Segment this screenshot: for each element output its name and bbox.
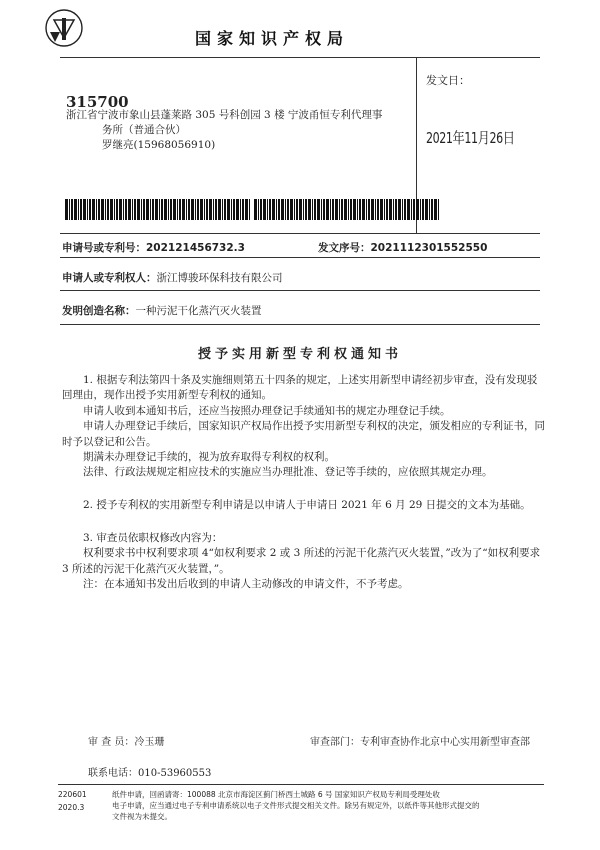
barcode-bar xyxy=(362,199,365,220)
office-name: 国家知识产权局 xyxy=(195,29,350,48)
barcode-bar xyxy=(119,199,122,220)
application-number-label: 申请号或专利号： xyxy=(62,242,146,254)
barcode-bar xyxy=(308,199,311,220)
barcode-bar xyxy=(434,199,437,220)
barcode-bar xyxy=(125,199,127,220)
barcode-bar xyxy=(197,199,199,220)
barcode-bar xyxy=(200,199,203,220)
barcode-bar xyxy=(312,199,313,220)
barcode-bar xyxy=(128,199,131,220)
invention-title-row xyxy=(62,303,262,318)
barcode-bar xyxy=(204,199,205,220)
applicant-row xyxy=(62,270,283,285)
barcode-bar xyxy=(348,199,349,220)
addressee-address xyxy=(66,108,406,153)
barcode-bar xyxy=(380,199,383,220)
cnipa-logo-icon xyxy=(44,8,84,48)
notice-text: 申请人办理登记手续后，国家知识产权局作出授予实用新型专利权的决定，颁发相应的专利证书，同时予以登记和公告。 xyxy=(62,420,545,448)
barcode-bar xyxy=(438,199,439,220)
barcode-bar xyxy=(186,199,187,220)
barcode-bar xyxy=(168,199,169,220)
barcode-bar xyxy=(245,199,248,220)
field-rule xyxy=(60,324,540,325)
barcode-bar xyxy=(393,199,394,220)
footer-rule xyxy=(58,784,544,785)
barcode-bar xyxy=(249,199,250,220)
barcode-bar xyxy=(215,199,217,220)
examiner-row xyxy=(88,733,164,748)
barcode-bar xyxy=(276,199,277,220)
examiner-name: 冷玉珊 xyxy=(134,737,165,748)
barcode-bar xyxy=(98,199,100,220)
barcode-bar xyxy=(65,199,68,220)
department-name: 专利审查协作北京中心实用新型审查部 xyxy=(360,737,530,748)
barcode-bar xyxy=(285,199,286,220)
barcode-bar xyxy=(326,199,329,220)
barcode-bar xyxy=(209,199,212,220)
barcode-bar xyxy=(384,199,385,220)
form-code: 220601 xyxy=(58,790,87,799)
barcode-bar xyxy=(254,199,257,220)
barcode-bar xyxy=(222,199,223,220)
barcode-bar xyxy=(159,199,160,220)
application-number-row xyxy=(62,240,245,255)
barcode-bar xyxy=(110,199,113,220)
footer-notes xyxy=(112,789,552,822)
barcode-bar xyxy=(395,199,397,220)
barcode-bar xyxy=(422,199,424,220)
barcode-bar xyxy=(170,199,172,220)
address-line: 罗继亮(15968056910) xyxy=(102,139,216,151)
barcode-bar xyxy=(78,199,79,220)
notice-paragraph-2 xyxy=(62,498,547,513)
barcode-bar xyxy=(330,199,331,220)
barcode-bar xyxy=(278,199,280,220)
barcode-bar xyxy=(101,199,104,220)
barcode-bar xyxy=(137,199,140,220)
barcode-bar xyxy=(332,199,334,220)
barcode-bar xyxy=(146,199,149,220)
barcode-bar xyxy=(389,199,392,220)
application-number: 202121456732.3 xyxy=(146,242,245,254)
notice-text: 注：在本通知书发出后收到的申请人主动修改的申请文件，不予考虑。 xyxy=(83,578,409,591)
barcode-bar xyxy=(96,199,97,220)
invention-title-label: 发明创造名称： xyxy=(62,305,136,317)
applicant-name: 浙江博骏环保科技有限公司 xyxy=(156,272,283,284)
barcode-bar xyxy=(74,199,77,220)
phone-label: 联系电话： xyxy=(88,768,138,779)
barcode-bar xyxy=(236,199,239,220)
notice-text: 申请人收到本通知书后，还应当按照办理登记手续通知书的规定办理登记手续。 xyxy=(83,404,451,417)
examiner-label: 审 查 员： xyxy=(88,737,135,748)
postal-code: 315700 xyxy=(66,93,129,111)
barcode-bar xyxy=(303,199,304,220)
barcode-bar xyxy=(416,199,419,220)
barcode-bar xyxy=(242,199,244,220)
footer-line: 电子申请，应当通过电子专利申请系统以电子文件形式提交相关文件。除另有规定外，以纸件等其他形式提交的 xyxy=(112,801,480,810)
barcode-right xyxy=(254,199,439,220)
barcode-bar xyxy=(404,199,406,220)
document-number-row xyxy=(318,240,487,255)
barcode-bar xyxy=(323,199,325,220)
department-label: 审查部门： xyxy=(310,737,360,748)
barcode-bar xyxy=(260,199,262,220)
notice-paragraph-3 xyxy=(62,531,547,593)
barcode-bar xyxy=(314,199,316,220)
barcode-bar xyxy=(152,199,154,220)
barcode-bar xyxy=(366,199,367,220)
barcode-bar xyxy=(299,199,302,220)
notice-text: 期满未办理登记手续的，视为放弃取得专利权的权利。 xyxy=(83,451,335,464)
barcode-bar xyxy=(87,199,88,220)
barcode-bar xyxy=(377,199,379,220)
barcode-bar xyxy=(240,199,241,220)
barcode-bar xyxy=(350,199,352,220)
barcode-bar xyxy=(179,199,181,220)
barcode-bar xyxy=(164,199,167,220)
dispatch-date-label: 发文日： xyxy=(426,74,470,87)
barcode-bar xyxy=(258,199,259,220)
notice-title: 授予实用新型专利权通知书 xyxy=(197,347,402,362)
notice-text: 法律、行政法规规定相应技术的实施应当办理批准、登记等手续的，应依照其规定办理。 xyxy=(83,466,493,479)
barcode-bar xyxy=(134,199,136,220)
header-rule xyxy=(60,57,540,58)
applicant-label: 申请人或专利权人： xyxy=(62,272,157,284)
phone-number: 010-53960553 xyxy=(138,768,212,779)
barcode-bar xyxy=(281,199,284,220)
barcode-bar xyxy=(357,199,358,220)
barcode-bar xyxy=(335,199,338,220)
barcode-bar xyxy=(123,199,124,220)
document-number-label: 发文序号： xyxy=(318,242,371,254)
dispatch-date: 2021年11月26日 xyxy=(426,129,515,147)
barcode-bar xyxy=(182,199,185,220)
footer-line: 纸件申请，回函请寄：100088 北京市海淀区蓟门桥西土城路 6 号 国家知识产权局专利局受理处收 xyxy=(112,790,440,799)
barcode-bar xyxy=(368,199,370,220)
department-row xyxy=(310,733,530,748)
barcode-bar xyxy=(263,199,266,220)
notice-text: 1. 根据专利法第四十条及实施细则第五十四条的规定，上述实用新型申请经初步审查，没有发现驳回理由，现作出授予实用新型专利权的通知。 xyxy=(62,374,538,402)
barcode-bar xyxy=(341,199,343,220)
barcode-bar xyxy=(321,199,322,220)
barcode-bar xyxy=(287,199,289,220)
barcode-bar xyxy=(272,199,275,220)
form-date: 2020.3 xyxy=(58,803,85,812)
notice-text: 权利要求书中权利要求项 4“如权利要求 2 或 3 所述的污泥干化蒸汽灭火装置，”改为了“如权利要求 3 所述的污泥干化蒸汽灭火装置，”。 xyxy=(62,547,541,575)
barcode-bar xyxy=(116,199,118,220)
barcode-bar xyxy=(224,199,226,220)
notice-text: 3. 审查员依职权修改内容为： xyxy=(83,532,223,544)
field-rule xyxy=(60,257,540,258)
barcode-bar xyxy=(114,199,115,220)
barcode-bar xyxy=(233,199,235,220)
barcode-bar xyxy=(107,199,109,220)
address-line: 务所（普通合伙） xyxy=(102,124,186,136)
barcode-bar xyxy=(296,199,298,220)
barcode-bar xyxy=(132,199,133,220)
barcode-bar xyxy=(305,199,307,220)
barcode-bar xyxy=(218,199,221,220)
barcode-bar xyxy=(407,199,410,220)
barcode-bar xyxy=(105,199,106,220)
barcode-bar xyxy=(317,199,320,220)
barcode-bar xyxy=(231,199,232,220)
barcode-bar xyxy=(425,199,428,220)
barcode-bar xyxy=(431,199,433,220)
barcode-bar xyxy=(80,199,82,220)
barcode-bar xyxy=(386,199,388,220)
barcode-bar xyxy=(213,199,214,220)
barcode-bar xyxy=(294,199,295,220)
barcode-bar xyxy=(402,199,403,220)
barcode-bar xyxy=(267,199,268,220)
barcode-left xyxy=(65,199,250,220)
barcode-bar xyxy=(191,199,194,220)
footer-line: 文件视为未提交。 xyxy=(112,812,172,821)
field-rule xyxy=(60,290,540,291)
barcode-bar xyxy=(161,199,163,220)
barcode-bar xyxy=(188,199,190,220)
barcode-bar xyxy=(227,199,230,220)
barcode-bar xyxy=(173,199,176,220)
invention-title: 一种污泥干化蒸汽灭火装置 xyxy=(135,305,262,317)
document-number: 2021112301552550 xyxy=(370,242,488,254)
phone-row xyxy=(88,764,211,779)
barcode-bar xyxy=(429,199,430,220)
addressee-bottom-rule xyxy=(60,233,540,234)
barcode-bar xyxy=(375,199,376,220)
barcode-bar xyxy=(69,199,70,220)
barcode-bar xyxy=(420,199,421,220)
barcode-bar xyxy=(141,199,142,220)
address-line: 浙江省宁波市象山县蓬莱路 305 号科创园 3 楼 宁波甬恒专利代理事 xyxy=(66,109,383,121)
barcode-bar xyxy=(83,199,86,220)
barcode-bar xyxy=(290,199,293,220)
barcode-bar xyxy=(398,199,401,220)
barcode-bar xyxy=(143,199,145,220)
barcode-bar xyxy=(150,199,151,220)
barcode-bar xyxy=(195,199,196,220)
barcode-bar xyxy=(155,199,158,220)
barcode-bar xyxy=(359,199,361,220)
notice-paragraph-1 xyxy=(62,373,547,481)
barcode-bar xyxy=(353,199,356,220)
barcode-bar xyxy=(339,199,340,220)
barcode-bar xyxy=(89,199,91,220)
barcode-bar xyxy=(206,199,208,220)
barcode-bar xyxy=(177,199,178,220)
barcode-bar xyxy=(71,199,73,220)
barcode-bar xyxy=(413,199,415,220)
barcode-bar xyxy=(344,199,347,220)
barcode-bar xyxy=(269,199,271,220)
notice-text: 2. 授予专利权的实用新型专利申请是以申请人于申请日 2021 年 6 月 29 日提交的文本为基础。 xyxy=(83,499,531,511)
barcode-bar xyxy=(92,199,95,220)
barcode-bar xyxy=(371,199,374,220)
barcode-bar xyxy=(411,199,412,220)
